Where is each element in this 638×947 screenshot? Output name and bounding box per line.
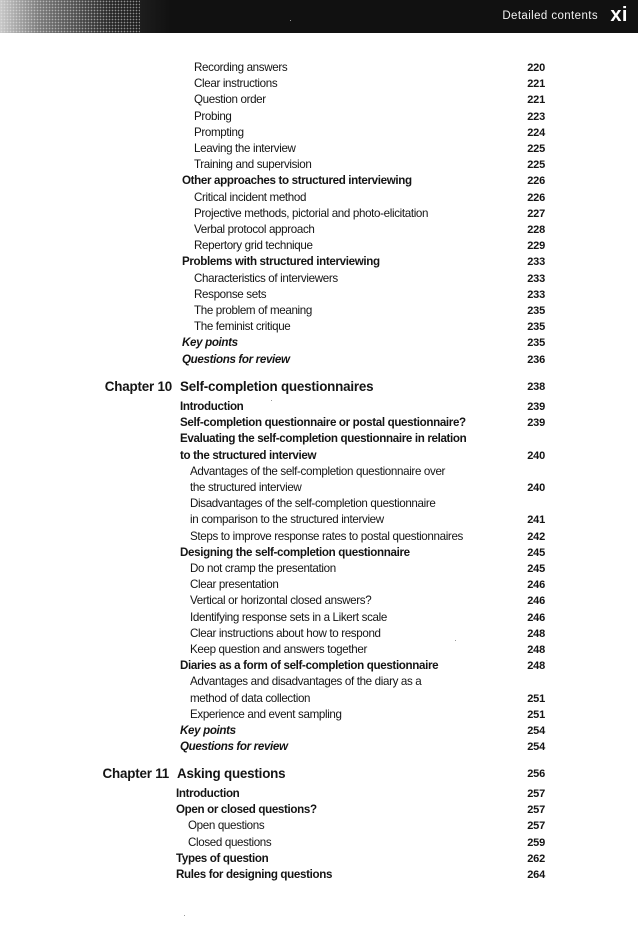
toc-questions-for-review: Questions for review 254 — [180, 740, 545, 754]
toc-entry: Question order 221 — [194, 93, 545, 107]
toc-section: Other approaches to structured interviewing 226 — [182, 174, 545, 188]
toc-entry: Advantages and disadvantages of the diary as a — [190, 675, 422, 689]
scan-speck — [290, 20, 291, 21]
chapter-title: Asking questions — [177, 766, 286, 781]
chapter-page: 256 — [527, 768, 545, 780]
toc-section: Open or closed questions? 257 — [176, 803, 545, 817]
toc-entry: Projective methods, pictorial and photo-elicitation 227 — [194, 206, 545, 220]
running-header — [0, 0, 638, 33]
toc-section: Types of question 262 — [176, 851, 545, 865]
toc-entry: Experience and event sampling 251 — [190, 707, 545, 721]
chapter-10-heading — [0, 377, 638, 397]
toc-key-points: Key points 254 — [180, 724, 545, 737]
toc-entry: Keep question and answers together 248 — [190, 643, 545, 656]
toc-section: Designing the self-completion questionnaire 245 — [180, 545, 545, 559]
toc-entry: Training and supervision 225 — [194, 158, 545, 172]
toc-entry: Clear presentation 246 — [190, 578, 545, 592]
toc-entry: Advantages of the self-completion questionnaire over — [190, 464, 446, 478]
toc-section: Introduction 239 — [180, 400, 545, 413]
toc-key-points: Key points 235 — [182, 336, 545, 350]
scan-speck — [184, 915, 185, 916]
running-header-title: Detailed contents — [502, 10, 598, 22]
toc-entry: Do not cramp the presentation 245 — [190, 562, 545, 575]
toc-questions-for-review: Questions for review 236 — [182, 352, 545, 366]
toc-entry: Leaving the interview 225 — [194, 142, 545, 155]
toc-entry: Characteristics of interviewers 233 — [194, 271, 545, 285]
chapter-label: Chapter 10 — [104, 379, 172, 394]
chapter-title: Self-completion questionnaires — [180, 379, 374, 394]
toc-entry: Recording answers 220 — [194, 61, 545, 74]
toc-entry: Response sets 233 — [194, 287, 545, 301]
scan-speck — [455, 640, 456, 641]
chapter-page: 238 — [527, 381, 545, 393]
toc-entry: Steps to improve response rates to postal questionnaires 242 — [190, 529, 545, 543]
toc-entry: Open questions 257 — [188, 819, 545, 833]
scan-speck — [271, 400, 272, 401]
header-texture — [0, 0, 140, 33]
toc-entry: The feminist critique 235 — [194, 320, 545, 334]
toc-entry: Verbal protocol approach 228 — [194, 223, 545, 236]
toc-entry: Closed questions 259 — [188, 835, 545, 849]
toc-entry: Identifying response sets in a Likert scale 246 — [190, 610, 545, 624]
toc-entry: Disadvantages of the self-completion questionnaire — [190, 497, 436, 511]
toc-section: Rules for designing questions 264 — [176, 868, 545, 881]
chapter-label: Chapter 11 — [102, 766, 169, 781]
chapter-11-heading — [0, 764, 638, 784]
toc-section: Evaluating the self-completion questionnaire in relation — [180, 432, 467, 446]
toc-section: Diaries as a form of self-completion questionnaire 248 — [180, 659, 545, 673]
toc-section: Introduction 257 — [176, 787, 545, 800]
toc-entry: Clear instructions about how to respond 248 — [190, 626, 545, 640]
toc-entry: Clear instructions 221 — [194, 77, 545, 91]
toc-entry: Probing 223 — [194, 109, 545, 123]
toc-entry: the structured interview 240 — [190, 481, 545, 494]
toc-entry: Vertical or horizontal closed answers? 246 — [190, 594, 545, 608]
toc-entry: The problem of meaning 235 — [194, 304, 545, 317]
toc-entry: Critical incident method 226 — [194, 190, 545, 204]
toc-section: Problems with structured interviewing 233 — [182, 255, 545, 269]
toc-entry: method of data collection 251 — [190, 691, 545, 705]
toc-entry: Prompting 224 — [194, 125, 545, 139]
toc-section: Self-completion questionnaire or postal questionnaire? 239 — [180, 416, 545, 430]
page-number: xi — [610, 4, 628, 26]
toc-section: to the structured interview 240 — [180, 448, 545, 462]
toc-entry: in comparison to the structured interview 241 — [190, 513, 545, 527]
toc-entry: Repertory grid technique 229 — [194, 239, 545, 253]
